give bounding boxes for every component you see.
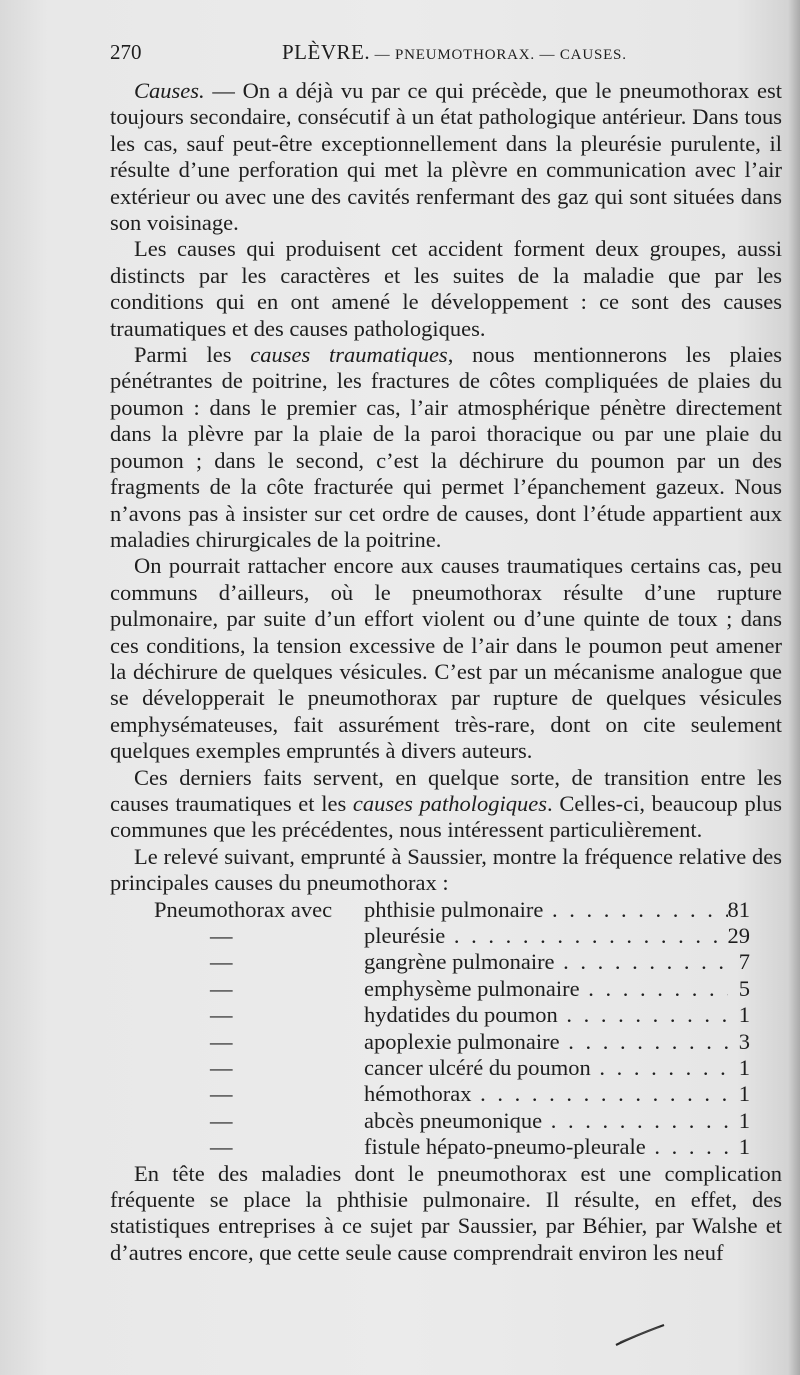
paragraph-traumatic-causes [110,342,782,553]
table-row [110,949,782,975]
table-cell-cause: cancer ulcéré du poumon . . . [364,1055,728,1081]
table-row-dash: — [210,1028,233,1054]
section-heading-causes: Causes. [134,78,205,103]
paragraph-phthisis: En tête des maladies dont le pneumothorax est une complication fréquente se place la phthisie pulmonaire. Il résulte, en effet, des statistiques entreprises à ce sujet par Saussier, par Béhier, par Walshe et d’autres encore, que cette seule cause comprendrait environ les neuf [110,1160,782,1265]
table-row-dash: — [210,1002,233,1028]
table-cell-cause: emphysème pulmonaire . . . [364,976,728,1002]
body-text [110,78,782,1266]
table-row-dash: — [210,1081,233,1107]
table-row [110,1029,782,1055]
table-row-dash: — [210,1107,233,1133]
paragraph-two-groups: Les causes qui produisent cet accident forment deux groupes, aussi distincts par les caractères et les suites de la maladie que par les conditions qui en ont amené le développement : ce sont des causes traumatiques et des causes pathologiques. [110,236,782,341]
page-header [110,40,780,72]
paragraph-causes [110,78,782,236]
table-cell-count: 1 [738,1054,750,1080]
table-cell-count: 5 [738,975,750,1001]
table-row-dash: — [210,1054,233,1080]
table-cell-cause: abcès pneumonique . . . [364,1108,728,1134]
table-row [110,897,782,923]
table-row [110,1055,782,1081]
table-row-dash: — [210,949,233,975]
table-cell-count: 29 [727,922,750,948]
table-row [110,923,782,949]
table-cell-count: 1 [738,1081,750,1107]
table-cell-cause: apoplexie pulmonaire . . . [364,1029,728,1055]
table-cell-count: 7 [738,949,750,975]
running-title-section: — PNEUMOTHORAX. — CAUSES. [370,47,627,63]
running-title [282,40,627,65]
paragraph-causes-text: — On a déjà vu par ce qui précède, que le pneumothorax est toujours secondaire, consécutif à un état pathologique antérieur. Dans tous les cas, sauf peut-être exceptionnellement dans la pleurésie purulente, il résulte d’une perforation qui met la plèvre en communication avec l’air extérieur ou avec une des cavités renfermant des gaz qui sont situées dans son voisinage. [110,78,782,236]
paragraph-statistics-intro: Le relevé suivant, emprunté à Saussier, montre la fréquence relative des principales causes du pneumothorax : [110,843,782,896]
paragraph-transition [110,765,782,844]
paragraph-traumatic-text: , nous mentionnerons les plaies pénétrantes de poitrine, les fractures de côtes compliquées de plaies du poumon : dans le premier cas, l’air atmosphérique pénètre directement dans la plèvre par la plaie de la paroi thoracique ou par une plaie du poumon ; dans le second, c’est la déchirure du poumon par un des fragments de la côte fracturée qui permet l’épanchement gazeux. Nous n’avons pas à insister sur cet ordre de causes, dont l’étude appartient aux maladies chirurgicales de la poitrine. [110,342,782,552]
causes-frequency-table [110,897,782,1161]
table-cell-cause: fistule hépato-pneumo-pleurale . . . [364,1134,728,1160]
table-cell-cause: hémothorax . . . [364,1081,728,1107]
table-cell-cause: gangrène pulmonaire . . . [364,949,728,975]
table-cell-count: 1 [738,1107,750,1133]
table-cell-cause: phthisie pulmonaire . . . [364,897,728,923]
table-cell-cause: pleurésie . . . [364,923,728,949]
table-cell-cause: hydatides du poumon . . . [364,1002,728,1028]
table-row [110,1108,782,1134]
table-row-dash: — [210,1134,233,1160]
table-cell-count: 81 [727,896,750,922]
term-pathological-causes: causes pathologiques [352,790,548,816]
table-cell-count: 1 [738,1002,750,1028]
table-row [110,976,782,1002]
running-title-main: PLÈVRE. [282,40,371,64]
table-row [110,1081,782,1107]
page-edge-shadow [788,0,800,1375]
table-row-dash: — [210,922,233,948]
term-traumatic-causes: causes traumatiques [250,342,448,368]
page-number: 270 [110,40,142,64]
pencil-stroke-secondary [620,1327,660,1342]
table-row-dash: — [210,975,233,1001]
table-cell-count: 3 [738,1028,750,1054]
paragraph-transition-lead: Ces derniers faits servent, en quelque sorte, de transition entre les causes traumatiques et les [110,764,782,816]
table-row [110,1134,782,1160]
paragraph-rupture: On pourrait rattacher encore aux causes traumatiques certains cas, peu communs d’ailleurs, où le pneumothorax résulte d’une rupture pulmonaire, par suite d’un effort violent ou d’une quinte de toux ; dans ces conditions, la tension excessive de l’air dans le poumon peut amener la déchirure de quelques vésicules. C’est par un mécanisme analogue que se développerait le pneumothorax par rupture de quelques vésicules emphysémateuses, fait assurément très-rare, dont on cite seulement quelques exemples empruntés à divers auteurs. [110,553,782,764]
table-row-prefix: Pneumothorax avec [154,896,333,922]
paragraph-transition-text: . Celles-ci, beaucoup plus communes que les précédentes, nous intéressent particulièrement. [110,790,783,843]
table-cell-count: 1 [738,1134,750,1160]
table-row [110,1002,782,1028]
paragraph-traumatic-lead: Parmi les [134,342,251,368]
pencil-stroke [616,1325,664,1345]
